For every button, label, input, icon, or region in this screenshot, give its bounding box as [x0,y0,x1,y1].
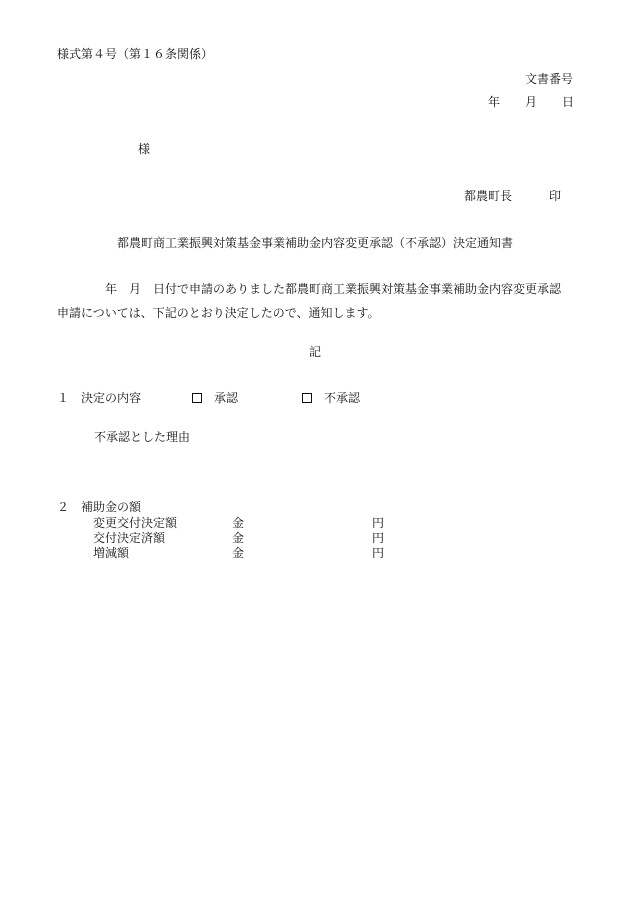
rejection-reason-label: 不承認とした理由 [94,430,191,444]
amount-row-label: 変更交付決定額 [93,516,178,530]
ki-heading: 記 [308,345,321,359]
amount-row-yen: 円 [372,516,385,530]
issuer-title: 都農町長 [464,189,513,203]
section2-label: 補助金の額 [81,500,142,514]
addressee-suffix: 様 [138,142,151,156]
amount-row-kin: 金 [232,516,245,530]
reject-checkbox[interactable] [302,393,312,403]
amount-row-yen: 円 [372,531,385,545]
amount-row-kin: 金 [232,546,245,560]
reject-option[interactable] [302,391,360,405]
amount-row-kin: 金 [232,531,245,545]
document-title: 都農町商工業振興対策基金事業補助金内容変更承認（不承認）決定通知書 [116,236,513,250]
section2-number: ２ [57,500,70,514]
form-number-label: 様式第４号（第１６条関係） [57,47,214,61]
amount-row-label: 交付決定済額 [93,531,166,545]
reject-option-label: 不承認 [324,391,361,405]
section1-label: 決定の内容 [81,391,142,405]
body-text-line2: 申請については、下記のとおり決定したので、通知します。 [57,306,380,320]
document-number-label: 文書番号 [524,72,573,86]
amount-row-label: 増減額 [93,546,130,560]
seal-mark: 印 [549,189,562,203]
approve-option-label: 承認 [214,391,239,405]
approve-option[interactable] [192,391,238,405]
date-day-label: 日 [562,95,575,109]
approve-checkbox[interactable] [192,393,202,403]
amount-row-yen: 円 [372,546,385,560]
section1-number: １ [57,391,70,405]
date-month-label: 月 [525,95,538,109]
date-year-label: 年 [488,95,501,109]
body-text-line1: 年 月 日付で申請のありました都農町商工業振興対策基金事業補助金内容変更承認 [105,282,562,296]
